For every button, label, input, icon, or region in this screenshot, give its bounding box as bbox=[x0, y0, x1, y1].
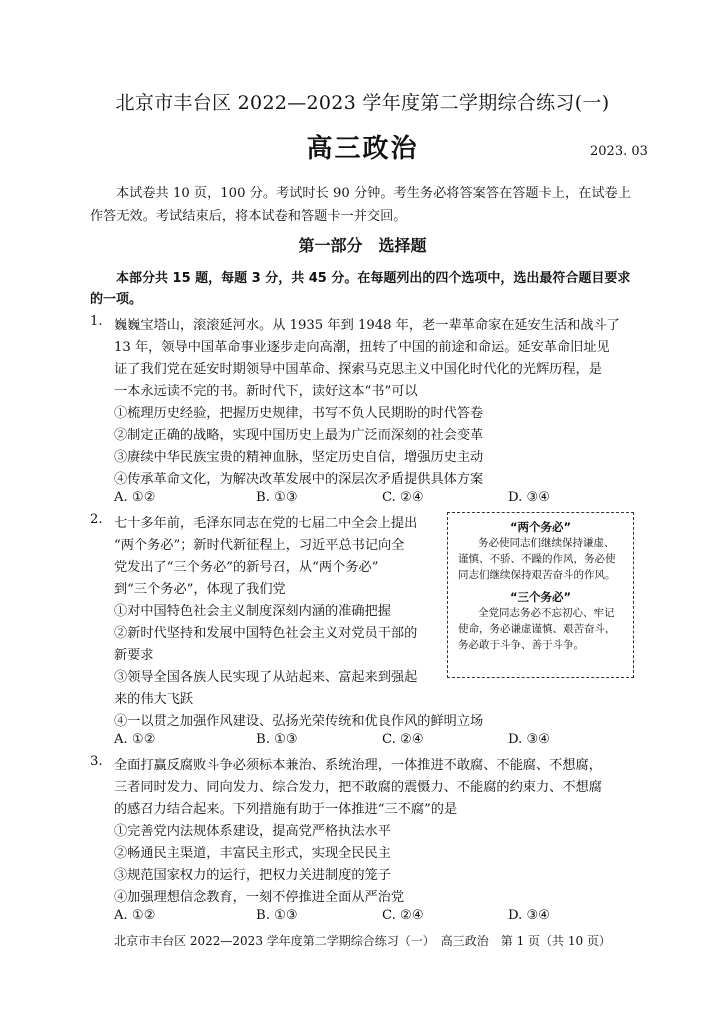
statement: ④加强理想信念教育，一刻不停推进全面从严治党 bbox=[114, 890, 405, 905]
box-paragraph: 务必使同志们继续保持谦虚、谨慎、不骄、不躁的作风，务必使同志们继续保持艰苦奋斗的作风。 bbox=[458, 537, 616, 581]
statement-continuation: 来的伟大飞跃 bbox=[114, 692, 194, 707]
statement: ①完善党内法规体系建设，提高党严格执法水平 bbox=[114, 824, 391, 839]
option-a: A. ①② bbox=[114, 732, 156, 747]
question-text-line: 全面打赢反腐败斗争必须标本兼治、系统治理，一体推进不敢腐、不能腐、不想腐， bbox=[114, 758, 602, 773]
statement: ③领导全国各族人民实现了从站起来、富起来到强起 bbox=[114, 670, 418, 685]
statement: ①对中国特色社会主义制度深刻内涵的准确把握 bbox=[114, 604, 391, 619]
option-d: D. ③④ bbox=[508, 732, 551, 747]
material-box bbox=[447, 512, 634, 678]
statement: ④传承革命文化，为解决改革发展中的深层次矛盾提供具体方案 bbox=[114, 472, 484, 487]
subject-title: 高三政治 bbox=[306, 134, 419, 164]
question-text-line: 到“三个务必”，体现了我们党 bbox=[114, 582, 286, 597]
question-text-line: 党发出了“三个务必”的新号召，从“两个务必” bbox=[114, 560, 379, 575]
statement: ②畅通民主渠道，丰富民主形式，实现全民民主 bbox=[114, 846, 391, 861]
exam-title: 北京市丰台区 2022—2023 学年度第二学期综合练习(一) bbox=[115, 92, 610, 114]
option-b: B. ①③ bbox=[256, 732, 298, 747]
part-instructions: 本部分共 15 题，每题 3 分，共 45 分。在每题列出的四个选项中，选出最符合题目要求的一项。 bbox=[90, 271, 631, 307]
option-b: B. ①③ bbox=[256, 490, 298, 505]
option-d: D. ③④ bbox=[508, 490, 551, 505]
page-footer: 北京市丰台区 2022—2023 学年度第二学期综合练习（一） 高三政治 第 1 页（共 10 页） bbox=[114, 934, 611, 948]
question-number: 3. bbox=[90, 754, 103, 769]
question-text-line: 七十多年前，毛泽东同志在党的七届二中全会上提出 bbox=[114, 516, 418, 531]
option-c: C. ②④ bbox=[382, 732, 424, 747]
question-text-line: “两个务必”；新时代新征程上，习近平总书记向全 bbox=[114, 538, 405, 553]
question-text-line: 的感召力结合起来。下列措施有助于一体推进“三不腐”的是 bbox=[114, 802, 458, 817]
option-d: D. ③④ bbox=[508, 908, 551, 923]
question-text-line: 三者同时发力、同向发力、综合发力，把不敢腐的震慑力、不能腐的约束力、不想腐 bbox=[114, 780, 602, 795]
question-text-line: 巍巍宝塔山，滚滚延河水。从 1935 年到 1948 年，老一辈革命家在延安生活和战斗了 bbox=[114, 318, 620, 333]
question-text-line: 13 年，领导中国革命事业逐步走向高潮，扭转了中国的前途和命运。延安革命旧址见 bbox=[114, 340, 610, 355]
option-a: A. ①② bbox=[114, 908, 156, 923]
statement: ①梳理历史经验，把握历史规律，书写不负人民期盼的时代答卷 bbox=[114, 406, 484, 421]
question-text-line: 一本永远读不完的书。新时代下，读好这本“书”可以 bbox=[114, 384, 418, 399]
statement: ④一以贯之加强作风建设、弘扬光荣传统和优良作风的鲜明立场 bbox=[114, 714, 484, 729]
exam-instructions: 本试卷共 10 页，100 分。考试时长 90 分钟。考生务必将答案答在答题卡上，在试卷上作答无效。考试结束后，将本试卷和答题卡一并交回。 bbox=[90, 186, 631, 224]
box-paragraph: 全党同志务必不忘初心、牢记使命，务必谦虚谨慎、艰苦奋斗，务必敢于斗争、善于斗争。 bbox=[458, 607, 616, 651]
part-title: 第一部分 选择题 bbox=[298, 236, 427, 255]
question-number: 2. bbox=[90, 512, 103, 527]
question-text-line: 证了我们党在延安时期领导中国革命、探索马克思主义中国化时代化的光辉历程，是 bbox=[114, 362, 602, 377]
option-b: B. ①③ bbox=[256, 908, 298, 923]
option-c: C. ②④ bbox=[382, 908, 424, 923]
question-number: 1. bbox=[90, 314, 103, 329]
statement-continuation: 新要求 bbox=[114, 648, 154, 663]
statement: ③规范国家权力的运行，把权力关进制度的笼子 bbox=[114, 868, 391, 883]
statement: ③赓续中华民族宝贵的精神血脉，坚定历史自信，增强历史主动 bbox=[114, 450, 484, 465]
statement: ②新时代坚持和发展中国特色社会主义对党员干部的 bbox=[114, 626, 418, 641]
exam-date: 2023. 03 bbox=[590, 144, 648, 159]
option-a: A. ①② bbox=[114, 490, 156, 505]
statement: ②制定正确的战略，实现中国历史上最为广泛而深刻的社会变革 bbox=[114, 428, 484, 443]
box-heading: “三个务必” bbox=[509, 590, 572, 604]
option-c: C. ②④ bbox=[382, 490, 424, 505]
box-heading: “两个务必” bbox=[509, 520, 572, 534]
